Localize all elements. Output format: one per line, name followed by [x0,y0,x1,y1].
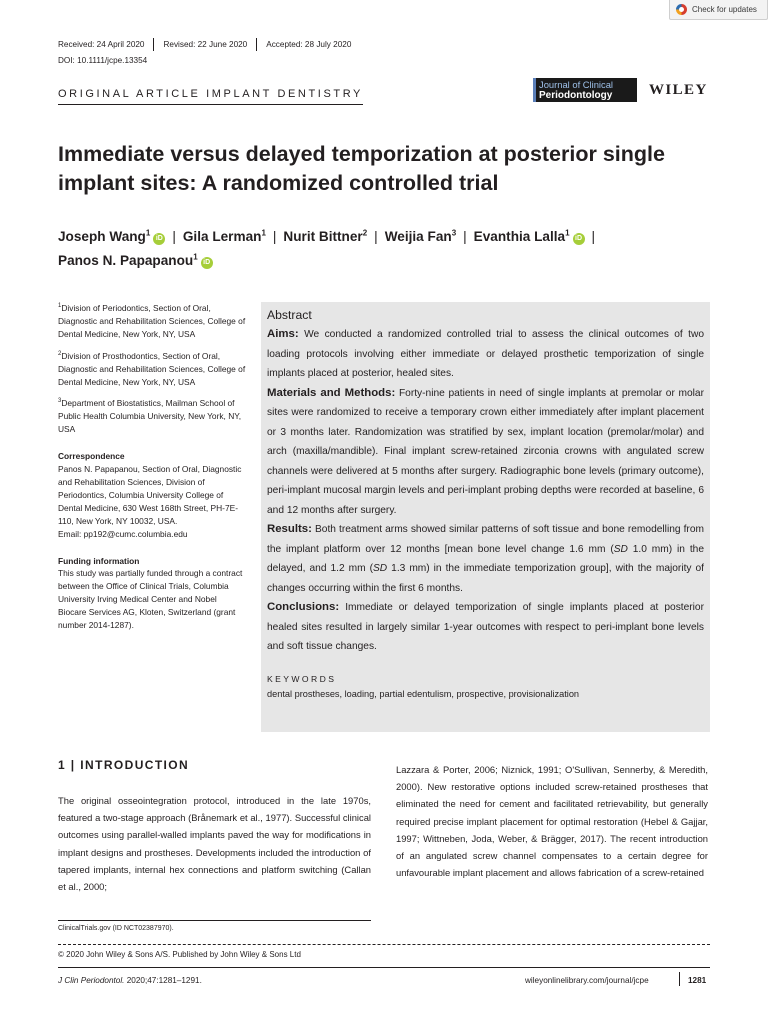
affiliation-text: Division of Prosthodontics, Section of Oral, Diagnostic and Rehabilitation Sciences, College of Dental Medicine, New York, NY, USA [58,350,246,387]
article-title: Immediate versus delayed temporization at posterior single implant sites: A randomized controlled trial [58,142,665,195]
check-for-updates-button[interactable] [669,0,768,20]
author[interactable] [474,229,585,244]
page-number: 1281 [688,976,707,985]
author-list [58,225,718,273]
date-separator [256,38,257,51]
section-label: ORIGINAL ARTICLE IMPLANT DENTISTRY [58,88,363,100]
affiliation [58,397,246,436]
revised-date: Revised: 22 June 2020 [163,40,248,49]
introduction-heading: 1 | INTRODUCTION [58,758,190,772]
author-name: Evanthia Lalla [473,229,566,244]
affiliation [58,350,246,389]
author-separator: | [463,229,467,244]
author-name: Weijia Fan [384,229,452,244]
abstract-conclusions [267,598,704,657]
date-separator [153,38,154,51]
funding-heading: Funding information [58,555,140,566]
volume-pages: 2020;47:1281–1291. [124,976,202,985]
trial-registration-footnote: ClinicalTrials.gov (ID NCT02387970). [58,925,174,932]
journal-abbreviation: J Clin Periodontol. [58,976,125,985]
author-separator: | [172,229,176,244]
copyright-rule [58,944,710,945]
doi: DOI: 10.1111/jcpe.13354 [58,56,148,65]
citation [58,976,202,985]
journal-logo [533,78,637,102]
correspondence-email[interactable]: Email: pp192@cumc.columbia.edu [58,528,188,539]
results-label: Results: [267,523,312,535]
author-name: Nurit Bittner [283,229,363,244]
article-dates [58,38,351,51]
sd-label: SD [373,563,388,574]
abstract-aims [267,325,704,384]
introduction-right-column: Lazzara & Porter, 2006; Niznick, 1991; O'Sullivan, Sennerby, & Meredith, 2000). New restorative options included screw-retained prostheses that eliminated the need for cement and facilitated retrievability, but generally required precise implant placement for optimal restoration (Hebel & Gajjar, 1997; Wittneben, Joda, Weber, & Brägger, 2017). The recent introduction of an angulated screw channel compensates to a certain degree for unfavourable implant placement and allows fabrication of a screw-retained [396,764,708,879]
correspondence-address: Panos N. Papapanou, Section of Oral, Diagnostic and Rehabilitation Sciences, Division of Periodontics, Columbia University College of Dental Medicine, 630 West 168th Street, PH-7E-110, New York, NY 10032, USA. [58,464,242,526]
affiliation-text: Division of Periodontics, Section of Oral, Diagnostic and Rehabilitation Sciences, College of Dental Medicine, New York, NY, USA [58,303,246,339]
results-text: Both treatment arms showed similar patterns of soft tissue and bone remodelling from the implant platform over 12 months [mean bone level change 1.6 mm ( [267,524,704,555]
affiliation-number: 1 [58,303,62,310]
results-text: 1.3 mm) in the immediate temporization group], with the majority of changes occurring within the first 6 months. [267,563,704,594]
correspondence-heading: Correspondence [58,451,125,462]
author[interactable] [385,229,456,244]
conclusions-label: Conclusions: [267,601,340,613]
author-name: Gila Lerman [182,229,262,244]
received-date: Received: 24 April 2020 [58,40,145,49]
author[interactable] [283,229,367,244]
abstract-box [261,302,710,732]
author[interactable] [58,253,213,268]
results-text: 1.0 mm) in the delayed, and 1.2 mm ( [267,543,704,574]
sd-label: SD [613,543,628,555]
funding-text: This study was partially funded through a contract between the Office of Clinical Trials, Columbia University Irving Medical Center and Nobel Biocare Services AG, Kloten, Switzerland (grant number 2014-1287). [58,568,243,631]
author-name: Joseph Wang [58,229,146,244]
affiliation [58,302,246,341]
article-info-column [58,302,246,641]
author-separator: | [374,229,378,244]
introduction-left-column: The original osseointegration protocol, introduced in the late 1970s, featured a two-stage approach (Brånemark et al., 1977). Successful clinical outcomes using parallel-walled implants paved the way for modifications in implant designs and prostheses. Developments included the introduction of tapered implants, internal hex connections and platform switching (Callan et al., 2000; [58,795,371,893]
orcid-icon[interactable]: iD [573,233,585,245]
check-for-updates-label: Check for updates [692,5,757,14]
correspondence [58,450,246,540]
accepted-date: Accepted: 28 July 2020 [266,40,352,49]
keywords-heading: KEYWORDS [267,673,337,684]
publisher-logo: WILEY [649,82,708,98]
crossmark-icon [676,4,687,15]
footer-rule [58,967,710,968]
abstract-results [267,520,704,598]
abstract-methods [267,384,704,521]
author-affiliation-number: 1 [565,228,570,238]
section-rule [58,104,363,105]
author-name: Panos N. Papapanou [58,253,194,268]
orcid-icon[interactable]: iD [153,233,165,245]
funding [58,555,246,632]
author-affiliation-number: 3 [451,228,457,238]
affiliation-number: 2 [58,350,62,357]
orcid-icon[interactable]: iD [201,257,213,269]
author-separator: | [591,229,596,244]
aims-label: Aims: [267,328,299,340]
page-number-separator [679,972,680,986]
author-affiliation-number: 1 [261,228,266,238]
abstract-heading: Abstract [267,308,312,322]
journal-logo-line1: Journal of Clinical [539,78,613,90]
methods-text: Forty-nine patients in need of single implants at premolar or molar sites were randomized to receive a temporary crown either immediately after implant placement or 3 months later. Randomization was stratified by sex, implant location (premolar/molar) and arch (maxilla/mandible). Final implant screw-retained zirconia crowns with angulated screw channels were delivered at 5 months after surgery. Radiographic bone levels (primary outcome), peri-implant mucosal margin levels and peri-implant probing depths were recorded at baseline, 6 and 12 months after surgery. [267,387,704,516]
affiliation-text: Department of Biostatistics, Mailman School of Public Health Columbia University, New York, NY, USA [58,398,242,435]
copyright: © 2020 John Wiley & Sons A/S. Published by John Wiley & Sons Ltd [58,950,301,959]
author-affiliation-number: 1 [193,252,198,262]
author[interactable] [183,229,266,244]
author-affiliation-number: 1 [145,228,151,238]
keywords: dental prostheses, loading, partial edentulism, prospective, provisionalization [267,688,580,699]
author[interactable] [58,229,165,244]
affiliation-number: 3 [58,398,62,405]
conclusions-text: Immediate or delayed temporization of single implants placed at posterior healed sites resulted in largely similar 1-year outcomes with respect to peri-implant bone levels and soft tissue changes. [267,602,704,652]
journal-website-link[interactable]: wileyonlinelibrary.com/journal/jcpe [525,976,649,985]
methods-label: Materials and Methods: [267,386,396,399]
author-separator: | [272,229,277,244]
journal-logo-line2: Periodontology [539,89,613,101]
aims-text: We conducted a randomized controlled trial to assess the clinical outcomes of two loading protocols involving either immediate or delayed prosthetic temporization of single implants placed at posterior, healed sites. [267,329,704,379]
footnote-rule [58,920,371,921]
author-affiliation-number: 2 [362,228,368,238]
